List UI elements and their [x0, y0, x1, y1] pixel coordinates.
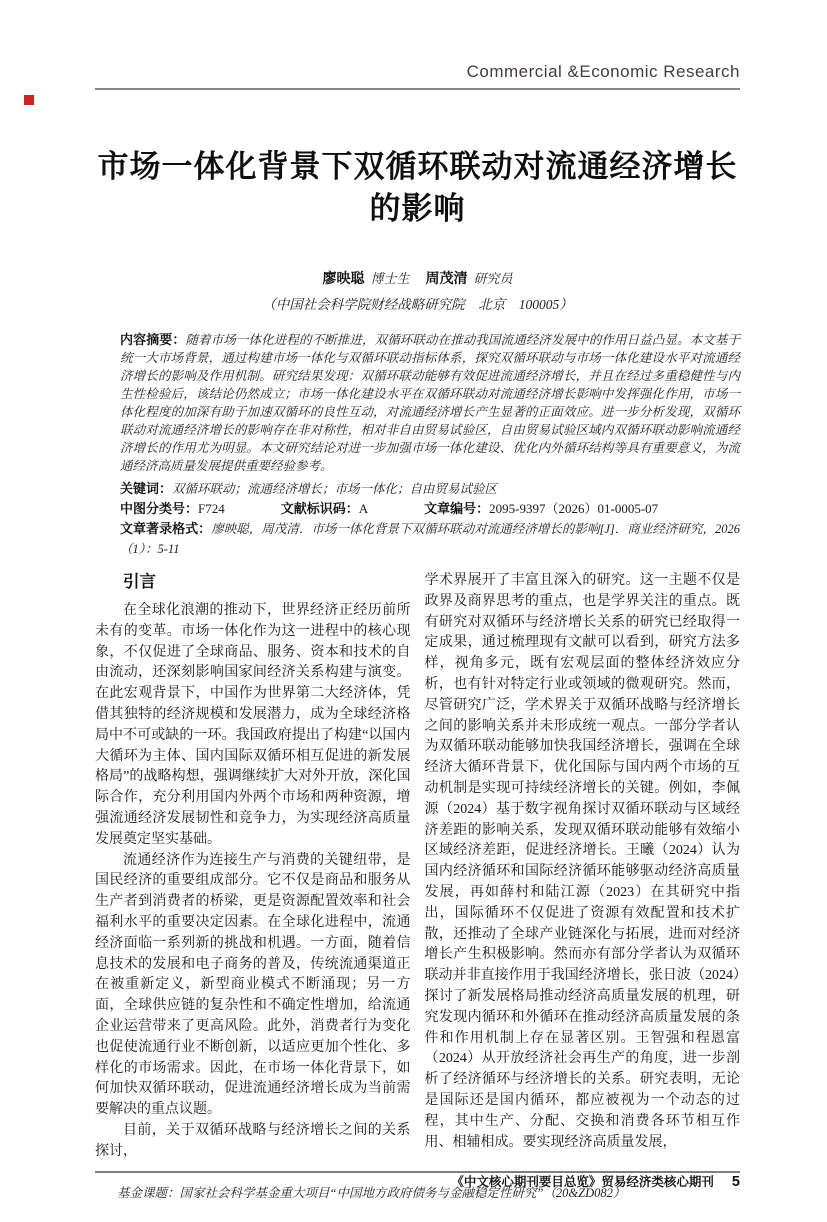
body-paragraph: 在全球化浪潮的推动下，世界经济正经历前所未有的变革。市场一体化作为这一进程中的核心现象，不仅促进了全球商品、服务、资本和技术的自由流动，还深刻影响国家间经济关系构建与演变。在此宏观背景下，中国作为世界第二大经济体，凭借其独特的经济规模和发展潜力，成为全球经济格局中不可或缺的一环。我国政府提出了构建“以国内大循环为主体、国内国际双循环相互促进的新发展格局”的战略构想，强调继续扩大对外开放，深化国际合作，充分利用国内外两个市场和两种资源，增强流通经济发展韧性和竞争力，为实现经济高质量发展奠定坚实基础。 [95, 603, 411, 847]
front-matter [120, 331, 740, 559]
article-title: 市场一体化背景下双循环联动对流通经济增长的影响 [97, 149, 738, 226]
abstract-label: 内容摘要： [120, 332, 186, 347]
abstract-text: 随着市场一体化进程的不断推进，双循环联动在推动我国流通经济发展中的作用日益凸显。本文基于统一大市场背景，通过构建市场一体化与双循环联动指标体系，探究双循环联动与市场一体化建设水平对流通经济增长的影响及作用机制。研究结果发现：双循环联动能够有效促进流通经济增长，并且在经过多重稳健性与内生性检验后，该结论仍然成立；市场一体化建设水平在双循环联动对流通经济增长影响中发挥强化作用，市场一体化程度的加深有助于加速双循环的良性互动，对流通经济增长产生显著的正面效应。进一步分析发现，双循环联动对流通经济增长的影响存在非对称性，相对非自由贸易试验区，自由贸易试验区域内双循环联动影响流通经济增长的作用尤为明显。本文研究结论对进一步加强市场一体化建设、优化内外循环结构等具有重要意义，为流通经济高质量发展提供重要经验参考。 [120, 333, 740, 473]
body-paragraph: 目前，关于双循环战略与经济增长之间的关系探讨， [95, 1122, 411, 1159]
journal-page [0, 62, 827, 1222]
author-role-2: 研究员 [473, 271, 513, 286]
article-no-value: 2095-9397（2026）01-0005-07 [489, 501, 659, 516]
body-paragraph: 流通经济作为连接生产与消费的关键纽带，是国民经济的重要组成部分。它不仅是商品和服务从生产者到消费者的桥梁，更是资源配置效率和社会福利水平的重要决定因素。在全球化进程中，流通经济面临一系列新的挑战和机遇。一方面，随着信息技术的发展和电子商务的普及，传统流通渠道正在被重新定义，新型商业模式不断涌现；另一方面，全球供应链的复杂性和不确定性增加，给流通企业运营带来了更高风险。此外，消费者行为变化也促使流通行业不断创新，以适应更加个性化、多样化的市场需求。因此，在市场一体化背景下，如何加快双循环联动，促进流通经济增长成为当前需要解决的重点议题。 [95, 852, 411, 1118]
funding-note: 基金课题：国家社会科学基金重大项目“中国地方政府债务与金融稳定性研究”（20&ZD082） [117, 1185, 626, 1200]
author-role-1: 博士生 [370, 271, 410, 286]
authors-line [95, 268, 740, 290]
journal-core-note: 《中文核心期刊要目总览》贸易经济类核心期刊 [451, 1175, 714, 1189]
author-name-1: 廖映聪 [322, 270, 365, 286]
article-body [95, 571, 740, 1163]
article-no-label: 文章编号： [424, 501, 490, 516]
classification-line [120, 499, 740, 519]
keywords-label: 关键词： [120, 481, 173, 496]
doc-code-label: 文献标识码： [280, 501, 359, 516]
right-column [425, 571, 741, 1163]
page-content [95, 62, 740, 1202]
journal-header [95, 62, 740, 90]
abstract [120, 331, 740, 475]
clc-label: 中图分类号： [120, 501, 199, 516]
page-footer [451, 1172, 740, 1190]
page-number: 5 [731, 1174, 740, 1190]
affiliation: （中国社会科学院财经战略研究院 北京 100005） [262, 297, 573, 312]
keywords-text: 双循环联动；流通经济增长；市场一体化；自由贸易试验区 [172, 482, 498, 496]
section-heading-introduction: 引言 [123, 573, 156, 591]
doc-code-value: A [358, 501, 369, 516]
left-column [95, 571, 411, 1163]
citation-text: 廖映聪，周茂清．市场一体化背景下双循环联动对流通经济增长的影响[J]．商业经济研究，2026（1）：5-11 [120, 522, 740, 556]
clc-value: F724 [198, 501, 225, 516]
body-paragraph: 学术界展开了丰富且深入的研究。这一主题不仅是政界及商界思考的重点，也是学界关注的重点。既有研究对双循环与经济增长关系的研究已经取得一定成果，通过梳理现有文献可以看到，研究方法多样，视角多元，既有宏观层面的整体经济效应分析，也有针对特定行业或领域的微观研究。然而，尽管研究广泛，学术界关于双循环战略与经济增长之间的影响关系并未形成统一观点。一部分学者认为双循环联动能够加快我国经济增长，强调在全球经济大循环背景下，优化国际与国内两个市场的互动机制是实现可持续经济增长的关键。例如，李佩源（2024）基于数字视角探讨双循环联动与区域经济差距的影响关系，发现双循环联动能够有效缩小区域经济差距，促进经济增长。王曦（2024）认为国内经济循环和国际经济循环能够驱动经济高质量发展，再如薛村和陆江源（2023）在其研究中指出，国际循环不仅促进了资源有效配置和技术扩散，还推动了全球产业链深化与拓展，进而对经济增长产生积极影响。然而亦有部分学者认为双循环联动并非直接作用于我国经济增长，张日波（2024）探讨了新发展格局推动经济高质量发展的机理，研究发现内循环和外循环在推动经济高质量发展的条件和作用机制上存在显著区别。王智强和程恩富（2024）从开放经济社会再生产的角度，进一步剖析了经济循环与经济增长的关系。研究表明，无论是国际还是国内循环，都应被视为一个动态的过程，其中生产、分配、交换和消费各环节相互作用、相辅相成。要实现经济高质量发展， [424, 573, 740, 1150]
citation-line [120, 519, 740, 559]
author-name-2: 周茂清 [425, 270, 468, 286]
keywords-line [120, 479, 740, 499]
red-square-marker [24, 95, 34, 105]
citation-label: 文章著录格式： [120, 521, 212, 536]
journal-name-en: Commercial &Economic Research [466, 62, 740, 81]
